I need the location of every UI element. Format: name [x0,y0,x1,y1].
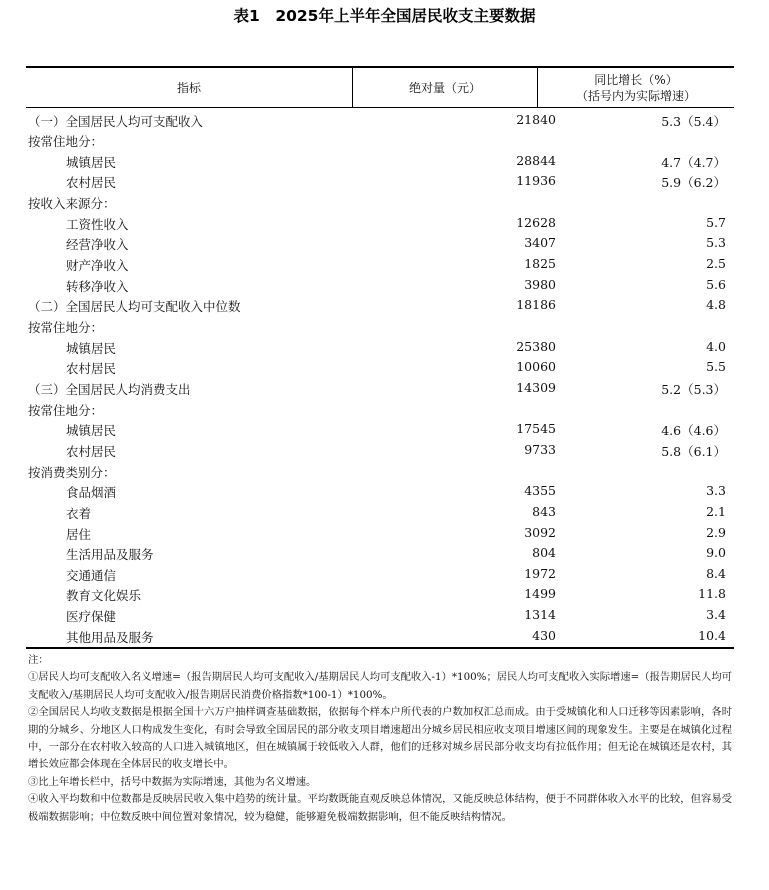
row-growth-value: 5.7 [706,214,726,230]
row-absolute-value: 17545 [516,421,556,437]
row-absolute-value: 3092 [524,524,556,540]
notes [28,652,732,826]
row-absolute-value: 21840 [516,111,556,127]
row-growth-value: 4.0 [706,338,726,354]
table-row [26,110,734,131]
row-growth-value: 5.2（5.3） [661,381,726,397]
row-label: （三）全国居民人均消费支出 [28,381,191,397]
note-1: ①居民人均可支配收入名义增速=（报告期居民人均可支配收入/基期居民人均可支配收入-1）*100%；居民人均可支配收入实际增速=（报告期居民人均可支配收入/基期居民人均可支配收入/报告期居民消费价格指数*100-1）*100%。 [28,671,732,701]
table-row [26,584,734,605]
row-label: 经营净收入 [66,237,129,253]
row-absolute-value: 1825 [524,256,556,272]
row-label: 生活用品及服务 [66,547,154,563]
row-label: 按常住地分： [28,320,104,335]
row-growth-value: 11.8 [698,586,726,602]
row-growth-value: 9.0 [706,545,726,561]
table-row [26,213,734,234]
row-absolute-value: 14309 [516,379,556,395]
row-label: 城镇居民 [66,154,117,170]
row-absolute-value: 430 [532,627,556,643]
row-growth-value: 5.3（5.4） [661,113,726,129]
row-label: 按常住地分： [28,402,104,418]
row-growth-value: 4.6（4.6） [661,423,726,439]
row-label: 其他用品及服务 [66,629,154,645]
row-absolute-value: 804 [532,545,556,561]
row-label: 按常住地分： [28,134,104,150]
row-growth-value: 3.3 [706,483,726,499]
row-absolute-value: 3980 [524,276,556,292]
table-row [26,626,734,647]
header-growth-note: （括号内为实际增速） [575,88,696,103]
row-absolute-value: 1314 [524,607,556,623]
table-row [26,502,734,523]
row-growth-value: 3.4 [706,607,726,623]
table-row [26,316,734,337]
table-row [26,295,734,316]
row-label: 农村居民 [66,361,117,377]
row-absolute-value: 9733 [524,441,556,457]
table-row [26,399,734,420]
header-indicator-label: 指标 [176,80,201,95]
table-row [26,543,734,564]
row-growth-value: 10.4 [698,627,726,643]
table-row [26,419,734,440]
row-absolute-value: 1499 [524,586,556,602]
table-title: 表1 2025年上半年全国居民收支主要数据 [233,7,536,25]
row-growth-value: 2.1 [706,503,726,519]
row-growth-value: 5.5 [706,359,726,375]
row-label: 城镇居民 [66,340,117,356]
row-label: （二）全国居民人均可支配收入中位数 [28,299,241,315]
table-row [26,130,734,151]
row-absolute-value: 11936 [516,173,556,189]
row-absolute-value: 12628 [516,214,556,230]
row-label: 转移净收入 [66,278,129,294]
header-growth [538,68,734,107]
row-absolute-value: 1972 [524,565,556,581]
table-row [26,481,734,502]
table-row [26,171,734,192]
row-absolute-value: 25380 [516,338,556,354]
row-growth-value: 5.3 [706,235,726,251]
row-absolute-value: 4355 [524,483,556,499]
table-row [26,192,734,213]
row-label: 衣着 [66,505,92,521]
table-row [26,275,734,296]
row-absolute-value: 843 [532,503,556,519]
header-absolute-label: 绝对量（元） [408,80,481,95]
row-absolute-value: 18186 [516,297,556,313]
table-row [26,564,734,585]
header-indicator [26,68,352,107]
table-row [26,523,734,544]
row-label: 医疗保健 [66,609,117,625]
table-row [26,233,734,254]
row-growth-value: 4.7（4.7） [661,154,726,170]
row-label: 居住 [66,526,92,542]
row-label: 食品烟酒 [66,485,117,501]
row-label: 城镇居民 [66,423,117,439]
table-row [26,357,734,378]
row-label: 按收入来源分： [28,196,116,212]
row-label: 按消费类别分： [28,464,116,480]
row-absolute-value: 3407 [524,235,556,251]
header-growth-label: 同比增长（%） [594,72,678,87]
row-label: （一）全国居民人均可支配收入 [28,113,204,129]
header-bottom-rule [26,107,734,108]
note-3: ③比上年增长栏中，括号中数据为实际增速，其他为名义增速。 [28,775,317,788]
table-row [26,461,734,482]
row-label: 工资性收入 [66,216,129,232]
row-growth-value: 5.9（6.2） [661,175,726,191]
row-growth-value: 8.4 [706,565,726,581]
row-growth-value: 5.8（6.1） [661,443,726,459]
table-row [26,337,734,358]
row-growth-value: 2.9 [706,524,726,540]
header-absolute [353,68,537,107]
note-2: ②全国居民人均收支数据是根据全国十六万户抽样调查基础数据，依据每个样本户所代表的户数加权汇总而成。由于受城镇化和人口迁移等因素影响，各时期的分城乡、分地区人口构成发生变化，有时会导致全国居民的部分收支项目增速超出分城乡居民相应收支项目增速区间的现象发生。主要是在城镇化过程中，一部分在农村收入较高的人口进入城镇地区，但在城镇属于较低收入人群，他们的迁移对城乡居民部分收支均有拉低作用；但无论在城镇还是农村，其增长效应都会体现在全体居民的收支增长中。 [28,706,732,771]
row-growth-value: 5.6 [706,276,726,292]
table-row [26,254,734,275]
row-absolute-value: 28844 [516,152,556,168]
table-row [26,378,734,399]
table-row [26,151,734,172]
row-growth-value: 2.5 [706,256,726,272]
row-label: 交通通信 [66,567,117,583]
table-bottom-rule [26,647,734,649]
table-row [26,605,734,626]
table-row [26,440,734,461]
row-label: 农村居民 [66,443,117,459]
notes-heading: 注： [28,654,49,666]
row-label: 教育文化娱乐 [66,588,142,604]
row-growth-value: 4.8 [706,297,726,313]
note-4: ④收入平均数和中位数都是反映居民收入集中趋势的统计量。平均数既能直观反映总体情况，又能反映总体结构，便于不同群体收入水平的比较，但容易受极端数据影响；中位数反映中间位置对象情况，较为稳健，能够避免极端数据影响，但不能反映结构情况。 [28,793,732,823]
row-absolute-value: 10060 [516,359,556,375]
row-label: 财产净收入 [66,258,129,274]
row-label: 农村居民 [66,175,117,191]
